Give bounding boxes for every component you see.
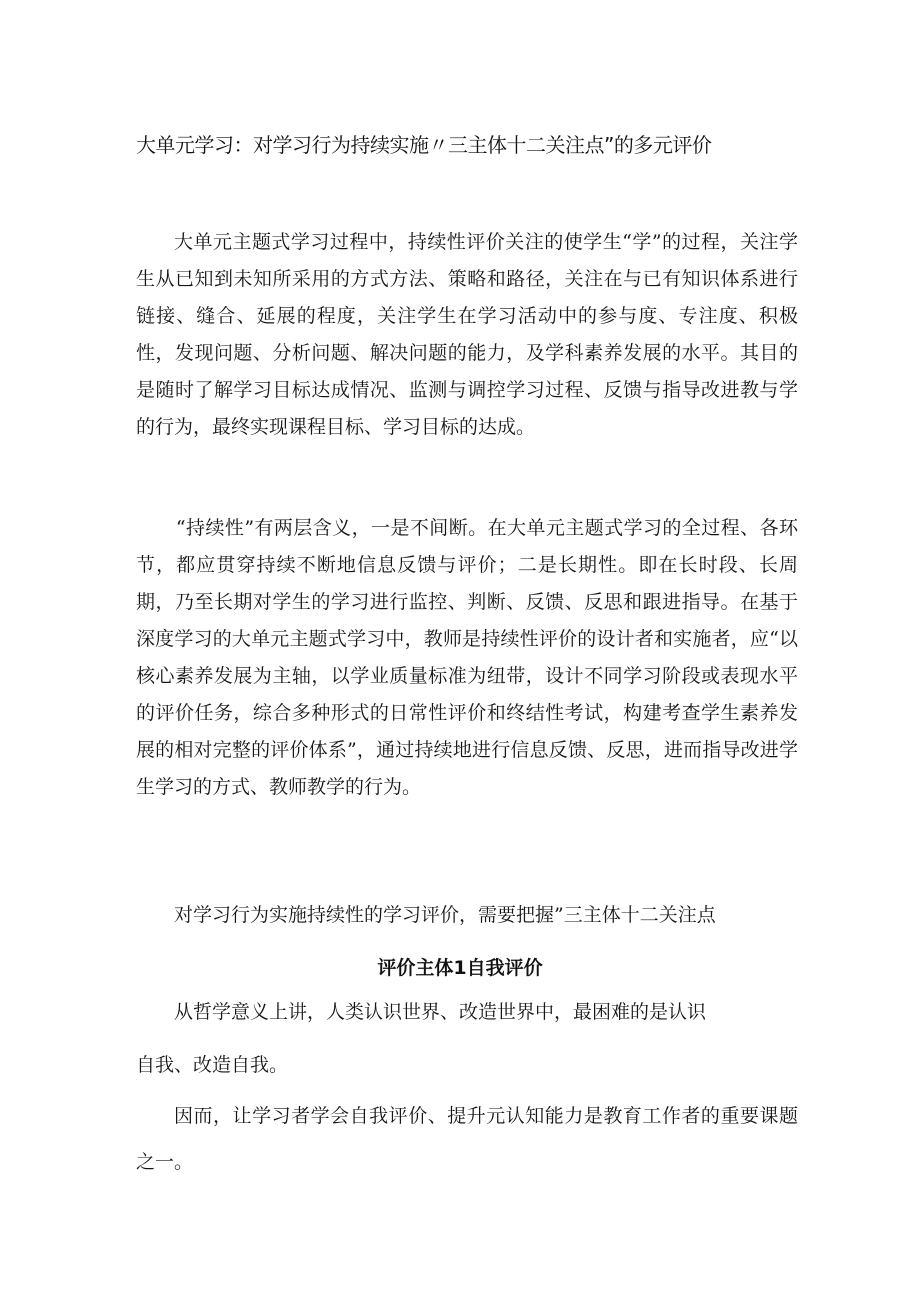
body-paragraph-1: 大单元主题式学习过程中，持续性评价关注的使学生“学”的过程，关注学生从已知到未知所采用的方式方法、策略和路径，关注在与已有知识体系进行链接、缝合、延展的程度，关注学生在学习活动中的参与度、专注度、积极性，发现问题、分析问题、解决问题的能力，及学科素养发展的水平。其目的是随时了解学习目标达成情况、监测与调控学习过程、反馈与指导改进教与学的行为，最终实现课程目标、学习目标的达成。	[136, 231, 798, 438]
body-paragraph-3: 对学习行为实施持续性的学习评价，需要把握”三主体十二关注点	[174, 904, 716, 926]
section-line-2: 自我、改造自我。	[136, 1054, 289, 1076]
section-paragraph: 因而，让学习者学会自我评价、提升元认知能力是教育工作者的重要课题之一。	[136, 1105, 798, 1173]
body-paragraph-2: “持续性”有两层含义，一是不间断。在大单元主题式学习的全过程、各环节，都应贯穿持续不断地信息反馈与评价；二是长期性。即在长时段、长周期，乃至长期对学生的学习进行监控、判断、反馈、反思和跟进指导。在基于深度学习的大单元主题式学习中，教师是持续性评价的设计者和实施者，应“以核心素养发展为主轴，以学业质量标准为纽带，设计不同学习阶段或表现水平的评价任务，综合多种形式的日常性评价和终结性考试，构建考查学生素养发展的相对完整的评价体系”，通过持续地进行信息反馈、反思，进而指导改进学生学习的方式、教师教学的行为。	[136, 517, 798, 798]
section-line-1: 从哲学意义上讲，人类认识世界、改造世界中，最困难的是认识	[174, 1001, 707, 1023]
document-title: 大单元学习：对学习行为持续实施〃三主体十二关注点”的多元评价	[136, 133, 712, 157]
section-heading: 评价主体1自我评价	[377, 957, 543, 979]
